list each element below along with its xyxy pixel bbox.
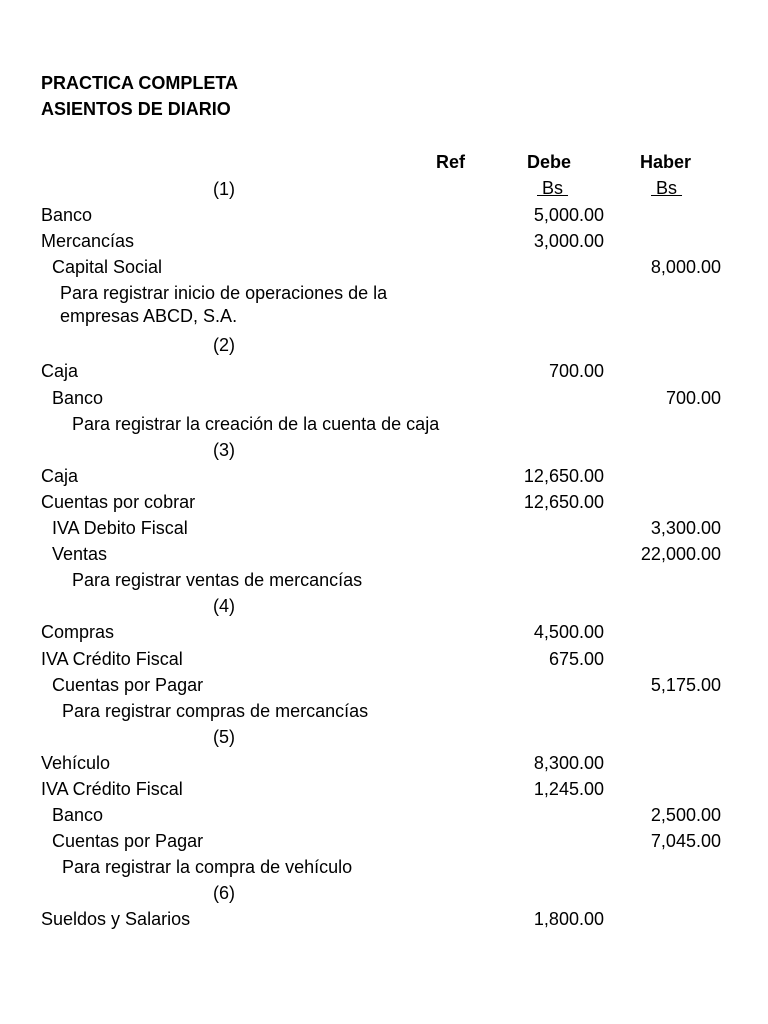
account-name: Cuentas por Pagar (52, 674, 204, 695)
account-row (0, 202, 768, 228)
entry-number-row (0, 332, 768, 358)
entry-description: Para registrar compras de mercancías (62, 700, 369, 721)
account-name: Cuentas por cobrar (41, 491, 196, 512)
account-row (0, 619, 768, 645)
entry-description-row (0, 698, 768, 724)
column-header-ref: Ref (436, 152, 466, 172)
debe-amount: 8,300.00 (533, 752, 604, 773)
debe-amount: 4,500.00 (533, 622, 604, 643)
account-name: Sueldos y Salarios (41, 909, 191, 930)
account-name: IVA Crédito Fiscal (41, 778, 183, 799)
account-row (0, 828, 768, 854)
account-name: Compras (41, 622, 115, 643)
column-header-haber: Haber (640, 152, 692, 172)
entry-description: Para registrar ventas de mercancías (72, 570, 363, 591)
account-name: Cuentas por Pagar (52, 831, 204, 852)
haber-amount: 2,500.00 (650, 805, 721, 826)
debe-amount: 1,800.00 (533, 909, 604, 930)
account-name: Ventas (52, 544, 108, 565)
entry-number-row (0, 176, 768, 202)
entry-description-row (0, 411, 768, 437)
account-row (0, 750, 768, 776)
document-subtitle: ASIENTOS DE DIARIO (41, 99, 231, 119)
debe-amount: 5,000.00 (533, 205, 604, 226)
entry-number-row (0, 880, 768, 906)
account-row (0, 541, 768, 567)
account-name: Banco (52, 387, 104, 408)
account-row (0, 358, 768, 384)
entry-number-row (0, 437, 768, 463)
account-row (0, 906, 768, 932)
account-row (0, 228, 768, 254)
account-name: Banco (41, 205, 93, 226)
account-row (0, 489, 768, 515)
haber-amount: 700.00 (665, 387, 721, 408)
account-row (0, 672, 768, 698)
debe-amount: 12,650.00 (523, 491, 604, 512)
entry-description: Para registrar inicio de operaciones de la empresas ABCD, S.A. (60, 283, 388, 327)
account-name: Vehículo (41, 752, 111, 773)
entry-description: Para registrar la creación de la cuenta de caja (72, 413, 440, 434)
account-row (0, 646, 768, 672)
account-name: IVA Crédito Fiscal (41, 648, 183, 669)
debe-amount: 700.00 (548, 361, 604, 382)
haber-amount: 5,175.00 (650, 674, 721, 695)
entry-number: (2) (213, 335, 235, 356)
entry-description-row (0, 280, 768, 332)
haber-amount: 3,300.00 (650, 518, 721, 539)
document-title: PRACTICA COMPLETA (41, 73, 238, 93)
entry-description: Para registrar la compra de vehículo (62, 857, 353, 878)
account-name: Capital Social (52, 257, 163, 278)
haber-amount: 8,000.00 (650, 257, 721, 278)
account-row (0, 463, 768, 489)
haber-amount: 22,000.00 (640, 544, 721, 565)
entry-description-row (0, 567, 768, 593)
journal-entries (0, 176, 768, 933)
account-name: Mercancías (41, 231, 135, 252)
account-row (0, 515, 768, 541)
entry-number: (1) (213, 179, 235, 199)
entry-number: (5) (213, 726, 235, 747)
account-row (0, 776, 768, 802)
debe-amount: 3,000.00 (533, 231, 604, 252)
account-row (0, 802, 768, 828)
entry-number: (3) (213, 439, 235, 460)
entry-number: (4) (213, 596, 235, 617)
account-name: IVA Debito Fiscal (52, 518, 188, 539)
account-name: Caja (41, 361, 79, 382)
debe-amount: 1,245.00 (533, 778, 604, 799)
account-row (0, 254, 768, 280)
entry-number-row (0, 724, 768, 750)
entry-description-row (0, 854, 768, 880)
entry-number-row (0, 593, 768, 619)
column-header-debe: Debe (527, 152, 572, 172)
entry-number: (6) (213, 883, 235, 904)
haber-currency-unit: Bs (651, 178, 683, 198)
debe-amount: 675.00 (548, 648, 604, 669)
account-name: Banco (52, 805, 104, 826)
haber-amount: 7,045.00 (650, 831, 721, 852)
account-row (0, 385, 768, 411)
debe-currency-unit: Bs (537, 178, 569, 198)
account-name: Caja (41, 465, 79, 486)
debe-amount: 12,650.00 (523, 465, 604, 486)
